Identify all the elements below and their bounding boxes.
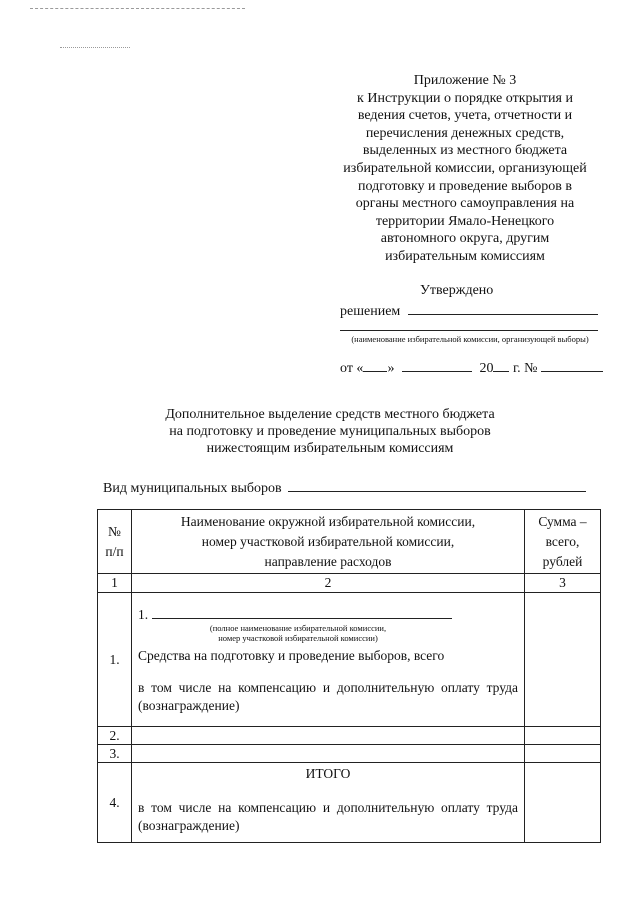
- row-sum-cell: [525, 593, 601, 727]
- header-number-cell: [98, 510, 132, 574]
- date-open-quote: от «: [340, 361, 364, 376]
- appendix-line: к Инструкции о порядке открытия и: [357, 90, 573, 106]
- heading-line: Дополнительное выделение средств местного бюджета: [165, 407, 495, 422]
- number-blank: [541, 357, 603, 372]
- row-number: 1.: [98, 593, 132, 727]
- total-label: ИТОГО: [305, 766, 351, 781]
- appendix-line: органы местного самоуправления на: [355, 196, 575, 212]
- row-sum-cell: [525, 727, 601, 745]
- year-blank: [493, 357, 509, 372]
- column-number: 2: [132, 574, 525, 593]
- heading-line: нижестоящим избирательным комиссиям: [206, 441, 454, 456]
- heading-line: на подготовку и проведение муниципальных выборов: [169, 424, 491, 439]
- appendix-line: избирательным комиссиям: [385, 248, 545, 264]
- row-sum-cell: [525, 745, 601, 763]
- header-sum-line2: всего,: [545, 533, 580, 549]
- header-name-line1: Наименование окружной избирательной комиссии,: [180, 513, 476, 529]
- column-number: 3: [525, 574, 601, 593]
- total-sum-cell: [525, 763, 601, 843]
- appendix-line: подготовку и проведение выборов в: [357, 178, 572, 194]
- scan-artifact-line: [30, 8, 245, 9]
- date-number-line: [340, 357, 603, 377]
- appendix-note: [330, 72, 600, 266]
- scan-artifact-line: [60, 47, 130, 48]
- column-number-row: [98, 574, 601, 593]
- row-number: 4.: [98, 763, 132, 843]
- row-content-cell: [132, 727, 525, 745]
- appendix-line: Приложение № 3: [413, 73, 517, 88]
- commission-blank-rule: [340, 330, 598, 331]
- election-type-label: Вид муниципальных выборов: [103, 481, 282, 496]
- table-row: [98, 745, 601, 763]
- election-type-line: [103, 477, 586, 497]
- header-sum-line3: рублей: [542, 553, 583, 569]
- compensation-label: в том числе на компенсацию и дополнительную оплату труда (вознаграждение): [138, 680, 518, 713]
- decision-blank: [408, 300, 598, 315]
- decision-label: решением: [340, 304, 401, 319]
- row-content-cell: [132, 745, 525, 763]
- row-number: 3.: [98, 745, 132, 763]
- decision-line: [340, 300, 598, 320]
- appendix-line: перечисления денежных средств,: [365, 125, 565, 141]
- header-name-line2: номер участковой избирательной комиссии,: [201, 533, 455, 549]
- commission-name-blank: [152, 604, 452, 619]
- table-row: [98, 593, 601, 727]
- commission-hint: (наименование избирательной комиссии, организующей выборы): [351, 334, 589, 344]
- table-row: [98, 727, 601, 745]
- year-prefix: 20: [479, 361, 494, 376]
- header-name-cell: [132, 510, 525, 574]
- commission-hint-line1: (полное наименование избирательной комиссии,: [209, 623, 387, 633]
- commission-hint-line2: номер участковой избирательной комиссии): [218, 633, 378, 643]
- approved-label: Утверждено: [420, 283, 494, 298]
- column-number: 1: [98, 574, 132, 593]
- allocation-table: [97, 509, 601, 843]
- appendix-line: территории Ямало-Ненецкого: [375, 213, 555, 229]
- total-compensation-label: в том числе на компенсацию и дополнительную оплату труда (вознаграждение): [138, 800, 518, 833]
- row-content-cell: [132, 593, 525, 727]
- month-blank: [402, 357, 472, 372]
- header-sum-cell: [525, 510, 601, 574]
- header-name-line3: направление расходов: [264, 553, 392, 569]
- appendix-line: ведения счетов, учета, отчетности и: [357, 108, 573, 124]
- document-heading: [150, 406, 510, 457]
- number-label: г. №: [512, 361, 538, 376]
- header-number-line1: №: [108, 523, 121, 539]
- header-number-line2: п/п: [105, 543, 124, 559]
- appendix-line: выделенных из местного бюджета: [362, 143, 568, 159]
- commission-name-line: [138, 604, 518, 623]
- appendix-line: избирательной комиссии, организующей: [343, 160, 587, 176]
- commission-prefix: 1.: [138, 607, 149, 622]
- election-type-blank: [288, 477, 586, 492]
- funds-total-label: Средства на подготовку и проведение выборов, всего: [138, 648, 445, 663]
- total-row: [98, 763, 601, 843]
- header-sum-line1: Сумма –: [538, 513, 587, 529]
- day-blank: [363, 357, 387, 372]
- date-close-quote: »: [387, 361, 395, 376]
- row-number: 2.: [98, 727, 132, 745]
- appendix-line: автономного округа, другим: [380, 231, 550, 247]
- table-header-row: [98, 510, 601, 574]
- total-content-cell: [132, 763, 525, 843]
